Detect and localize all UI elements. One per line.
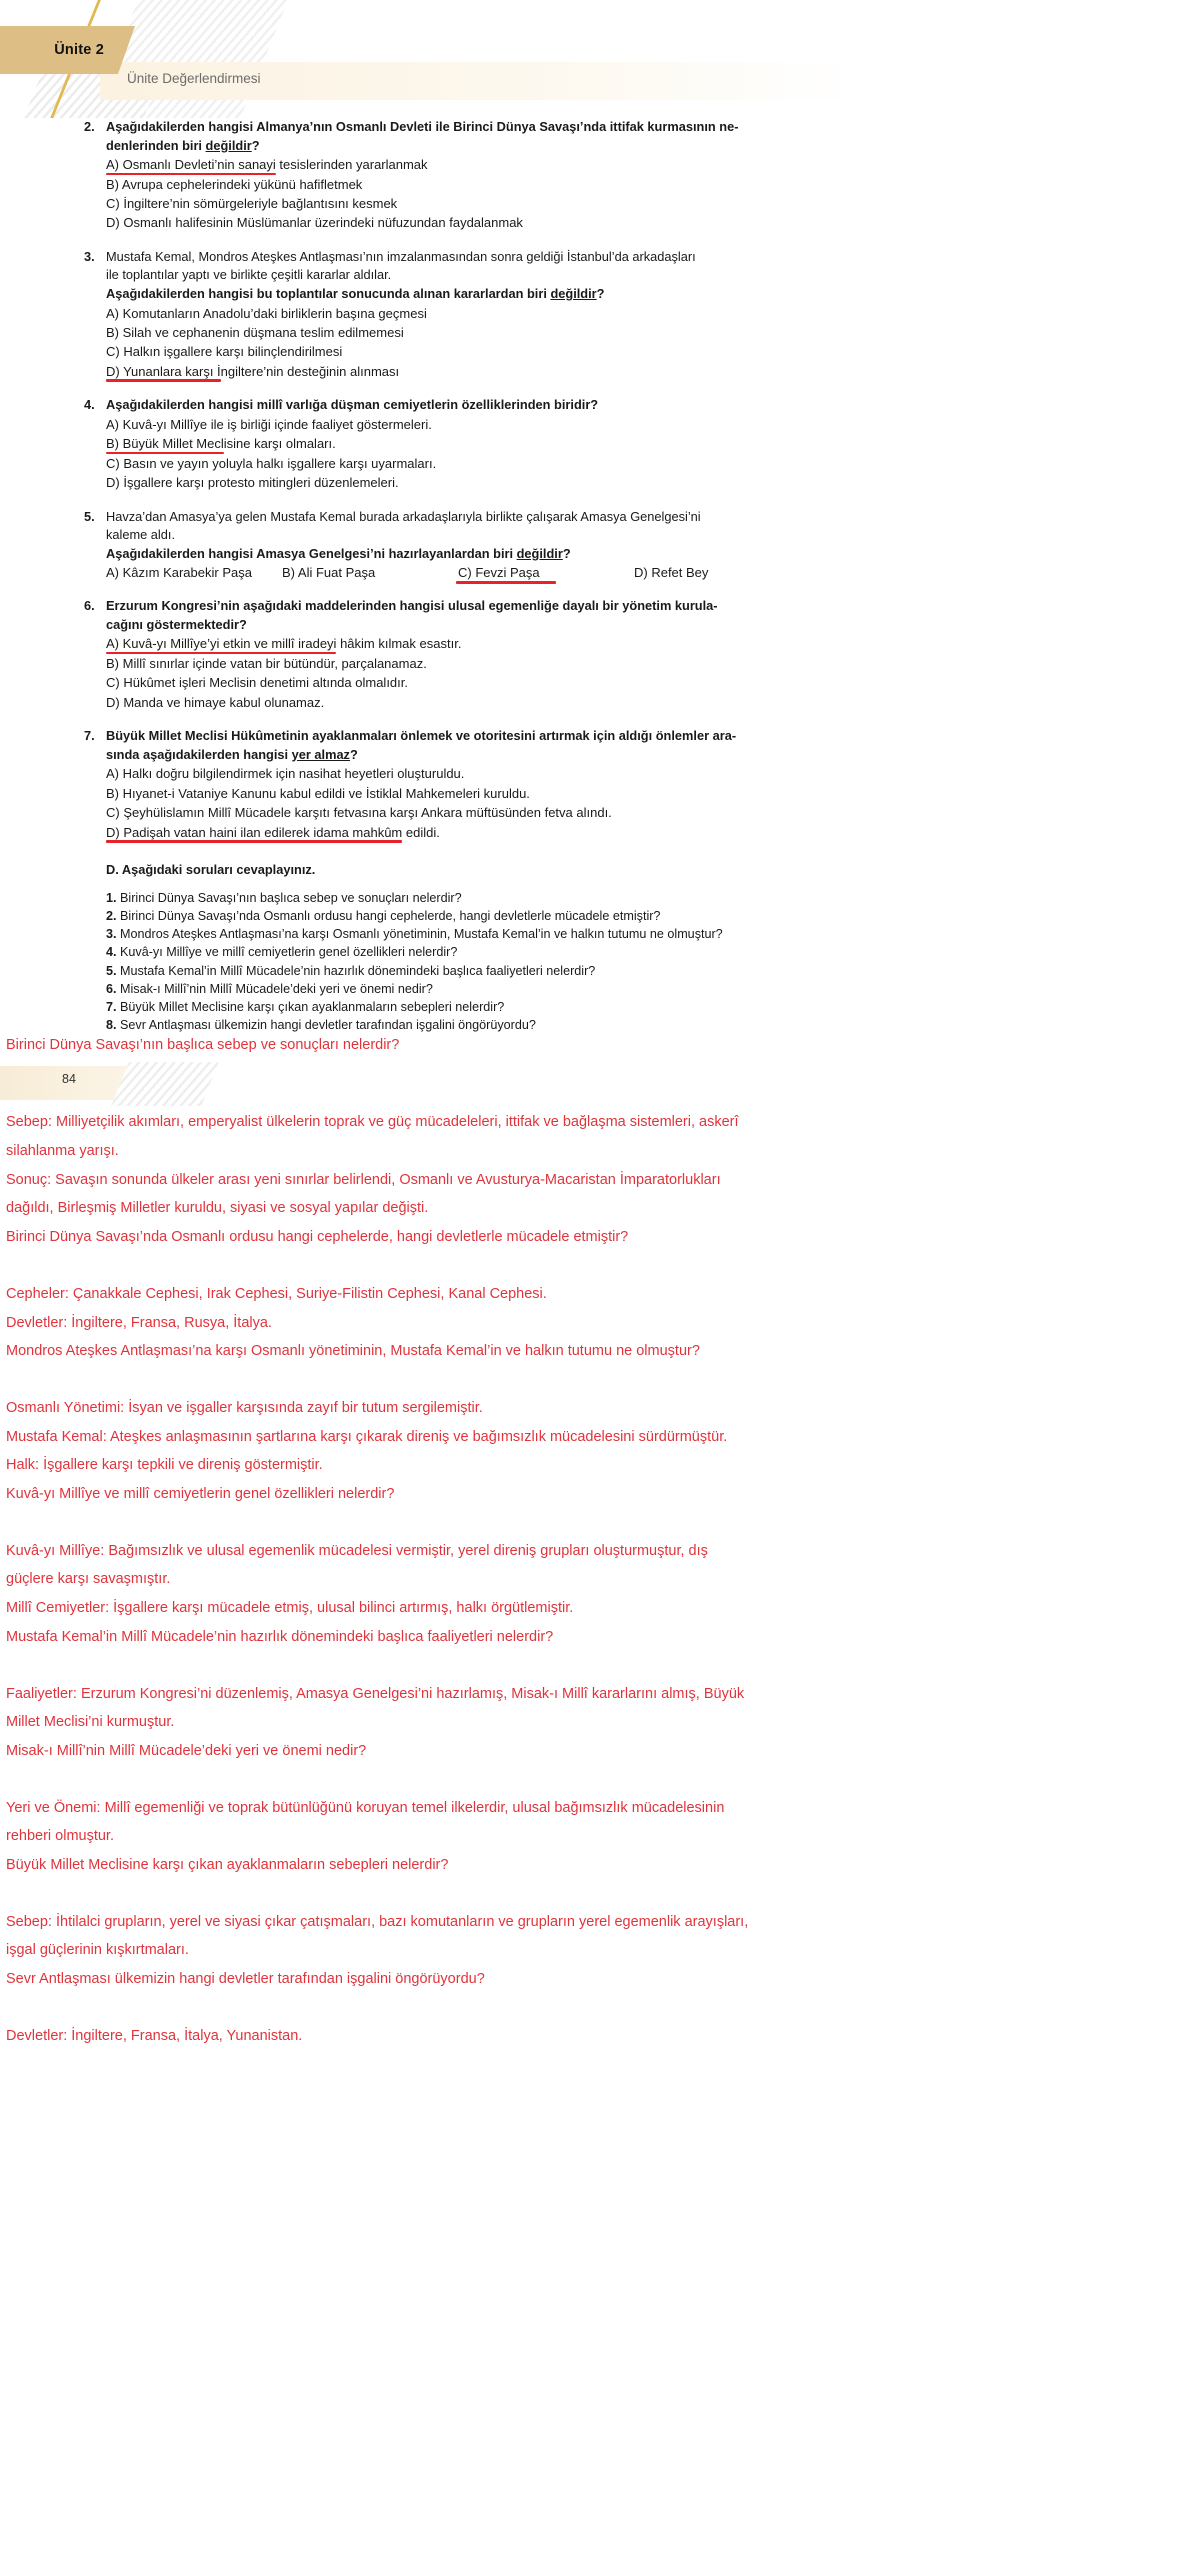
page-footer-band bbox=[0, 1060, 1180, 1108]
answer-option[interactable] bbox=[106, 635, 461, 654]
answer-option-label: A) Kâzım Karabekir Paşa bbox=[106, 565, 252, 581]
answer-spacer bbox=[6, 1652, 1166, 1680]
answer-option[interactable] bbox=[106, 804, 612, 823]
stem-tail: ? bbox=[251, 137, 260, 153]
answer-options-list bbox=[106, 765, 1144, 843]
answer-line: Mustafa Kemal: Ateşkes anlaşmasının şartlarına karşı çıkarak direniş ve bağımsızlık mücadelesini sürdürmüştür. bbox=[6, 1428, 728, 1445]
answer-option[interactable] bbox=[106, 785, 530, 804]
answer-option-label: D) Manda ve himaye kabul olunamaz. bbox=[106, 694, 325, 710]
section-d-title: D. Aşağıdaki soruları cevaplayınız. bbox=[106, 862, 316, 878]
section-d-item-text: Sevr Antlaşması ülkemizin hangi devletler tarafından işgalini öngörüyordu? bbox=[120, 1018, 536, 1033]
answer-option-label: B) Millî sınırlar içinde vatan bir bütündür, parçalanamaz. bbox=[106, 655, 427, 671]
section-d-item-number: 2. bbox=[106, 908, 121, 923]
answer-spacer bbox=[6, 1766, 1166, 1794]
section-d-item-text: Birinci Dünya Savaşı’nda Osmanlı ordusu hangi cephelerde, hangi devletlerle mücadele etmiştir? bbox=[120, 908, 661, 923]
answer-option[interactable] bbox=[106, 694, 324, 713]
answer-line: rehberi olmuştur. bbox=[6, 1828, 114, 1845]
question-sub-prompt bbox=[106, 285, 1144, 304]
annotation-overlay-question: Birinci Dünya Savaşı’nın başlıca sebep ve sonuçları nelerdir? bbox=[6, 1036, 400, 1053]
answer-option[interactable] bbox=[106, 824, 440, 843]
question-stem-line2: kaleme aldı. bbox=[106, 527, 175, 543]
question-block bbox=[84, 118, 1144, 234]
question-heading bbox=[84, 118, 1144, 137]
question-heading bbox=[84, 248, 1144, 267]
answer-option[interactable] bbox=[106, 455, 436, 474]
answer-line: Millet Meclisi’ni kurmuştur. bbox=[6, 1714, 175, 1731]
answer-line: Sevr Antlaşması ülkemizin hangi devletler tarafından işgalini öngörüyordu? bbox=[6, 1971, 485, 1988]
answer-line: Misak-ı Millî’nin Millî Mücadele’deki yeri ve önemi nedir? bbox=[6, 1742, 367, 1759]
sub-emphasis: değildir bbox=[550, 286, 597, 301]
answer-option-label: C) Hükûmet işleri Meclisin denetimi altında olmalıdır. bbox=[106, 675, 408, 691]
answer-line: Devletler: İngiltere, Fransa, Rusya, İtalya. bbox=[6, 1314, 272, 1331]
section-d-item-text: Kuvâ-yı Millîye ve millî cemiyetlerin genel özellikleri nelerdir? bbox=[120, 945, 458, 960]
answer-line: Millî Cemiyetler: İşgallere karşı mücadele etmiş, ulusal bilinci artırmış, halkı örgütlemiştir. bbox=[6, 1600, 574, 1617]
answer-options-list bbox=[106, 635, 1144, 713]
question-block bbox=[84, 248, 1144, 382]
section-d-item-number: 6. bbox=[106, 981, 121, 996]
page-number: 84 bbox=[62, 1072, 76, 1087]
section-d-item-text: Mustafa Kemal’in Millî Mücadele’nin hazırlık dönemindeki başlıca faaliyetleri nelerdir? bbox=[120, 963, 596, 978]
question-number: 7. bbox=[84, 728, 95, 744]
section-d-item-text: Birinci Dünya Savaşı’nın başlıca sebep ve sonuçları nelerdir? bbox=[120, 890, 462, 905]
answer-line: Sebep: İhtilalci grupların, yerel ve siyasi çıkar çatışmaları, bazı komutanların ve grupların yerel egemenlik arayışları, bbox=[6, 1913, 749, 1930]
stem-emphasis: değildir bbox=[205, 137, 252, 153]
page-header bbox=[0, 0, 1180, 118]
answer-line: Mondros Ateşkes Antlaşması’na karşı Osmanlı yönetiminin, Mustafa Kemal’in ve halkın tutumu ne olmuştur? bbox=[6, 1343, 700, 1360]
sub-emphasis: yer almaz bbox=[291, 746, 350, 762]
answer-line: Mustafa Kemal’in Millî Mücadele’nin hazırlık dönemindeki başlıca faaliyetleri nelerdir? bbox=[6, 1628, 554, 1645]
section-d-item bbox=[106, 925, 1144, 943]
question-block bbox=[84, 597, 1144, 713]
answer-spacer bbox=[6, 1509, 1166, 1537]
question-number: 3. bbox=[84, 248, 95, 264]
answer-spacer bbox=[6, 1994, 1166, 2022]
answer-line: işgal güçlerinin kışkırtmaları. bbox=[6, 1942, 189, 1959]
answer-options-list bbox=[106, 416, 1144, 494]
answer-spacer bbox=[6, 1366, 1166, 1394]
answer-option[interactable] bbox=[282, 564, 458, 583]
answer-option[interactable] bbox=[106, 305, 427, 324]
question-stem: Aşağıdakilerden hangisi Almanya’nın Osmanlı Devleti ile Birinci Dünya Savaşı’nda ittifak kurmasının ne- bbox=[106, 119, 739, 134]
answer-option-label: C) Halkın işgallere karşı bilinçlendirilmesi bbox=[106, 344, 343, 360]
question-number: 6. bbox=[84, 598, 95, 614]
answer-option-label: B) Ali Fuat Paşa bbox=[282, 565, 376, 581]
question-heading bbox=[84, 508, 1144, 527]
question-number: 2. bbox=[84, 119, 95, 134]
question-stem: Erzurum Kongresi’nin aşağıdaki maddelerinden hangisi ulusal egemenliğe dayalı bir yönetim kurula- bbox=[106, 598, 718, 614]
answer-option-label: C) Basın ve yayın yoluyla halkı işgallere karşı uyarmaları. bbox=[106, 455, 437, 471]
answer-line: güçlere karşı savaşmıştır. bbox=[6, 1571, 171, 1588]
answer-option[interactable] bbox=[106, 195, 397, 214]
answer-option-label: D) İşgallere karşı protesto mitingleri düzenlemeleri. bbox=[106, 475, 399, 491]
answer-option-label-marked: B) Büyük Millet Mecl bbox=[106, 436, 224, 452]
answer-spacer bbox=[6, 1252, 1166, 1280]
question-block bbox=[84, 396, 1144, 493]
question-sub-prompt bbox=[106, 746, 1144, 765]
section-d-item bbox=[106, 907, 1144, 925]
answer-option-label-rest: tesislerinden yararlanmak bbox=[275, 157, 428, 173]
sub-tail: ? bbox=[596, 286, 605, 301]
answer-line: Birinci Dünya Savaşı’nda Osmanlı ordusu hangi cephelerde, hangi devletlerle mücadele etmiştir? bbox=[6, 1229, 629, 1246]
section-d-item bbox=[106, 889, 1144, 907]
question-block bbox=[84, 508, 1144, 583]
answer-line: Halk: İşgallere karşı tepkili ve direniş göstermiştir. bbox=[6, 1457, 323, 1474]
answer-option-label: A) Kuvâ-yı Millîye ile iş birliği içinde faaliyet göstermeleri. bbox=[106, 416, 432, 432]
section-d-item-number: 8. bbox=[106, 1018, 121, 1033]
answer-line: Faaliyetler: Erzurum Kongresi’ni düzenlemiş, Amasya Genelgesi’ni hazırlamış, Misak-ı Millî kararlarını almış, Büyük bbox=[6, 1685, 745, 1702]
answer-spacer bbox=[6, 1880, 1166, 1908]
question-stem: Mustafa Kemal, Mondros Ateşkes Antlaşması’nın imzalanmasından sonra geldiği İstanbul’da arkadaşları bbox=[106, 248, 696, 264]
section-d-item-text: Misak-ı Millî’nin Millî Mücadele’deki yeri ve önemi nedir? bbox=[120, 981, 433, 996]
answer-line: Devletler: İngiltere, Fransa, İtalya, Yunanistan. bbox=[6, 2027, 303, 2044]
answer-option-label: C) Fevzi Paşa bbox=[458, 565, 540, 581]
answer-option[interactable] bbox=[106, 674, 408, 693]
answer-option-label: B) Avrupa cephelerindeki yükünü hafifletmek bbox=[106, 176, 363, 192]
answer-option-label-marked: A) Kuvâ-yı Millîye’yi etkin ve millî iradeyi bbox=[106, 636, 337, 652]
question-stem: Havza’dan Amasya’ya gelen Mustafa Kemal burada arkadaşlarıyla birlikte çalışarak Amasya Genelgesi’ni bbox=[106, 508, 701, 524]
answer-option-label: A) Komutanların Anadolu’daki birliklerin başına geçmesi bbox=[106, 305, 427, 321]
answer-line: Yeri ve Önemi: Millî egemenliği ve toprak bütünlüğünü koruyan temel ilkelerdir, ulusal bağımsızlık mücadelesinin bbox=[6, 1799, 725, 1816]
section-d-item bbox=[106, 1016, 1144, 1034]
answer-option[interactable] bbox=[106, 324, 404, 343]
answer-option[interactable] bbox=[106, 765, 464, 784]
answer-option[interactable] bbox=[106, 176, 362, 195]
question-heading bbox=[84, 396, 1144, 415]
answer-option-label-marked: A) Osmanlı Devleti’nin sanayi bbox=[106, 157, 276, 173]
answer-option-label: D) Refet Bey bbox=[634, 565, 709, 581]
sub-tail: ? bbox=[349, 746, 358, 762]
question-stem: Büyük Millet Meclisi Hükûmetinin ayaklanmaları önlemek ve otoritesini artırmak için aldığı önlemler ara- bbox=[106, 728, 737, 744]
answer-option[interactable] bbox=[106, 474, 399, 493]
header-subtitle: Ünite Değerlendirmesi bbox=[127, 71, 261, 86]
answer-option-label-marked: D) Yunanlara karşı İ bbox=[106, 363, 221, 379]
answer-line: Büyük Millet Meclisine karşı çıkan ayaklanmaların sebepleri nelerdir? bbox=[6, 1857, 449, 1874]
question-sub-prompt bbox=[106, 545, 1144, 564]
answer-line: silahlanma yarışı. bbox=[6, 1143, 119, 1160]
section-d-list bbox=[106, 889, 1144, 1035]
answer-option-label: D) Osmanlı halifesinin Müslümanlar üzerindeki nüfuzundan faydalanmak bbox=[106, 215, 523, 231]
answer-option[interactable] bbox=[106, 435, 336, 454]
answer-annotations bbox=[0, 1108, 1180, 2074]
question-block bbox=[84, 727, 1144, 843]
answer-option-label-rest: edildi. bbox=[402, 824, 440, 840]
question-heading bbox=[84, 597, 1144, 616]
answer-line: Osmanlı Yönetimi: İsyan ve işgaller karşısında zayıf bir tutum sergilemiştir. bbox=[6, 1399, 483, 1416]
answer-option-label-marked: D) Padişah vatan haini ilan edilerek idama mahkûm bbox=[106, 824, 403, 840]
section-d-item-text: Mondros Ateşkes Antlaşması’na karşı Osmanlı yönetiminin, Mustafa Kemal’in ve halkın tutumu ne olmuştur? bbox=[120, 927, 723, 942]
answer-option-label-rest: isine karşı olmaları. bbox=[223, 436, 336, 452]
section-d bbox=[106, 861, 1144, 1035]
section-d-container bbox=[0, 861, 1180, 1035]
section-d-item-number: 4. bbox=[106, 945, 121, 960]
sub-text: Aşağıdakilerden hangisi bu toplantılar sonucunda alınan kararlardan biri bbox=[106, 286, 551, 301]
answer-line: Kuvâ-yı Millîye ve millî cemiyetlerin genel özellikleri nelerdir? bbox=[6, 1486, 395, 1503]
answer-line: Sonuç: Savaşın sonunda ülkeler arası yeni sınırlar belirlendi, Osmanlı ve Avusturya-Macaristan İmparatorlukları bbox=[6, 1171, 721, 1188]
questions-container bbox=[0, 118, 1180, 843]
section-d-item-number: 1. bbox=[106, 890, 121, 905]
answer-option[interactable] bbox=[106, 564, 282, 583]
sub-text: Aşağıdakilerden hangisi Amasya Genelgesi’ni hazırlayanlardan biri bbox=[106, 545, 517, 561]
section-d-item-number: 5. bbox=[106, 963, 121, 978]
section-d-item bbox=[106, 962, 1144, 980]
answer-option[interactable] bbox=[634, 564, 810, 583]
answer-option[interactable] bbox=[106, 343, 342, 362]
answer-option[interactable] bbox=[458, 564, 634, 583]
stem-text: denlerinden biri bbox=[106, 137, 206, 153]
answer-options-row bbox=[106, 564, 1144, 583]
question-stem: Aşağıdakilerden hangisi millî varlığa düşman cemiyetlerin özelliklerinden biridir? bbox=[106, 397, 599, 413]
section-d-item-text: Büyük Millet Meclisine karşı çıkan ayaklanmaların sebepleri nelerdir? bbox=[120, 1000, 505, 1015]
section-d-item bbox=[106, 943, 1144, 961]
question-stem-line2: ile toplantılar yaptı ve birlikte çeşitli kararlar aldılar. bbox=[106, 267, 392, 283]
answer-options-list bbox=[106, 156, 1144, 234]
sub-tail: ? bbox=[562, 545, 571, 561]
answer-option[interactable] bbox=[106, 416, 432, 435]
answer-option[interactable] bbox=[106, 655, 427, 674]
answer-option-label: B) Hıyanet-i Vataniye Kanunu kabul edildi ve İstiklal Mahkemeleri kuruldu. bbox=[106, 785, 530, 801]
answer-line: Sebep: Milliyetçilik akımları, emperyalist ülkelerin toprak ve güç mücadeleleri, ittifak ve bağlaşma sistemleri, askerî bbox=[6, 1114, 739, 1131]
unit-tab bbox=[0, 26, 118, 74]
answer-option-label-rest: ngiltere’nin desteğinin alınması bbox=[220, 363, 400, 379]
sub-text: sında aşağıdakilerden hangisi bbox=[106, 746, 292, 762]
answer-option-label: A) Halkı doğru bilgilendirmek için nasihat heyetleri oluşturuldu. bbox=[106, 766, 465, 782]
answer-option[interactable] bbox=[106, 156, 428, 175]
answer-option[interactable] bbox=[106, 214, 523, 233]
answer-options-list bbox=[106, 305, 1144, 383]
question-number: 5. bbox=[84, 508, 95, 524]
answer-line: Kuvâ-yı Millîye: Bağımsızlık ve ulusal egemenlik mücadelesi vermiştir, yerel direniş grupları oluşturmuştur, dış bbox=[6, 1542, 708, 1559]
section-d-item-number: 7. bbox=[106, 1000, 121, 1015]
question-heading bbox=[84, 727, 1144, 746]
section-d-item bbox=[106, 998, 1144, 1016]
section-d-item bbox=[106, 980, 1144, 998]
answer-option-label: C) İngiltere’nin sömürgeleriyle bağlantısını kesmek bbox=[106, 196, 398, 211]
page-band-stripes bbox=[111, 1062, 219, 1106]
answer-option[interactable] bbox=[106, 363, 399, 382]
answer-option-label: C) Şeyhülislamın Millî Mücadele karşıtı fetvasına karşı Ankara müftüsünden fetva alındı. bbox=[106, 805, 612, 821]
answer-line: dağıldı, Birleşmiş Milletler kuruldu, siyasi ve sosyal yapılar değişti. bbox=[6, 1200, 429, 1217]
question-stem-line2 bbox=[106, 137, 1144, 156]
unit-tab-label: Ünite 2 bbox=[54, 42, 104, 58]
question-stem-line2: cağını göstermektedir? bbox=[106, 616, 247, 632]
sub-emphasis: değildir bbox=[516, 545, 563, 561]
answer-option-label: B) Silah ve cephanenin düşmana teslim edilmemesi bbox=[106, 325, 404, 340]
answer-line: Cepheler: Çanakkale Cephesi, Irak Cephesi, Suriye-Filistin Cephesi, Kanal Cephesi. bbox=[6, 1285, 547, 1302]
question-number: 4. bbox=[84, 397, 95, 413]
answer-option-label-rest: hâkim kılmak esastır. bbox=[336, 636, 462, 652]
section-d-item-number: 3. bbox=[106, 927, 121, 942]
